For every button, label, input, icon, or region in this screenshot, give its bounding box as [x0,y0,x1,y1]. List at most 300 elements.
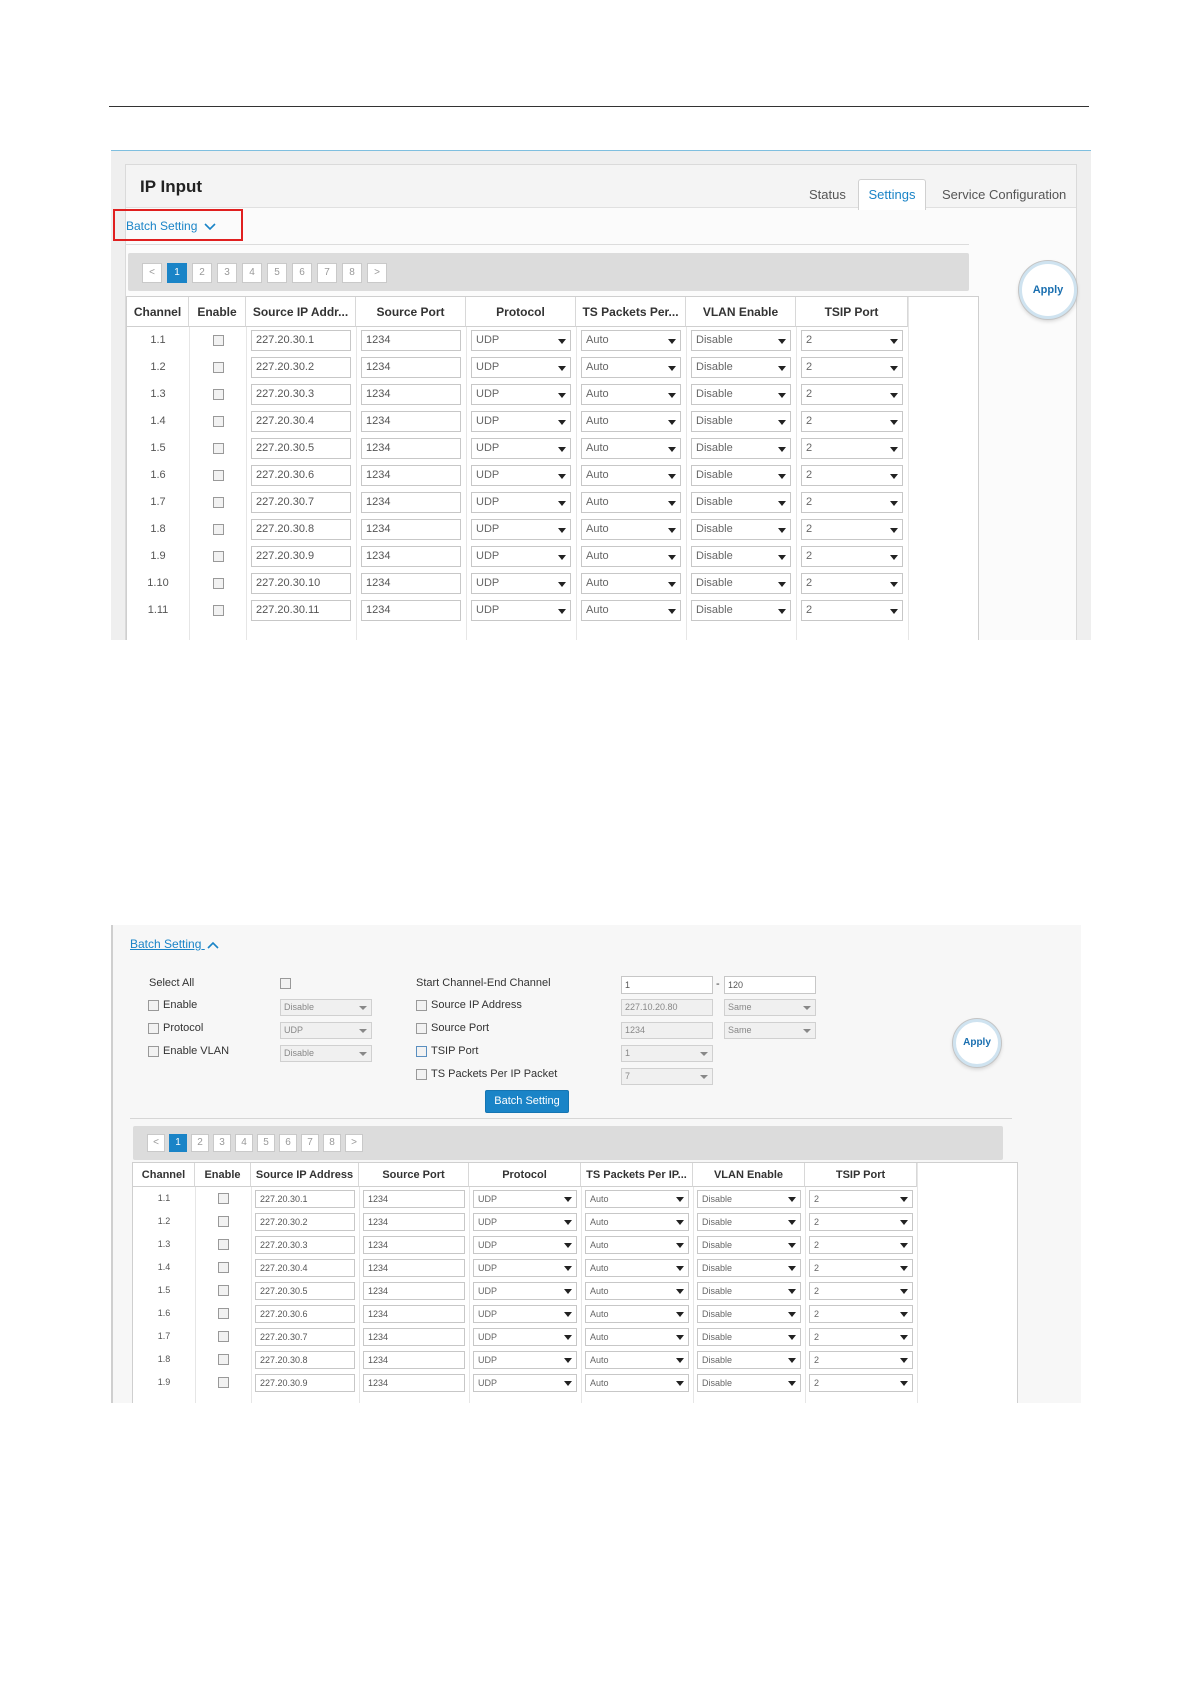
tsip-port-select[interactable] [801,492,903,513]
enable-checkbox[interactable] [218,1354,229,1365]
protocol-select[interactable] [471,465,571,486]
ts-packets-select[interactable] [581,546,681,567]
ts-packets-select[interactable] [581,330,681,351]
source-ip-checkbox[interactable] [416,1000,427,1011]
tsip-port-select[interactable] [801,573,903,594]
chevron-up-icon [207,941,219,949]
enable-checkbox[interactable] [213,443,224,454]
table-row [127,489,978,516]
protocol-select[interactable] [473,1328,577,1346]
pager-prev-button[interactable]: < [147,1134,165,1152]
ts-packets-select[interactable] [581,600,681,621]
vlan-enable-select[interactable] [697,1374,801,1392]
channel-cell: 1.6 [157,1308,171,1318]
enable-vlan-label: Enable VLAN [163,1045,230,1057]
vlan-enable-select[interactable] [697,1259,801,1277]
dropdown-arrow-icon [558,609,566,614]
tsip-port-select[interactable] [809,1305,913,1323]
channel-range-label: Start Channel-End Channel [416,977,551,989]
vlan-enable-select[interactable] [691,573,791,594]
tsip-port-select[interactable] [809,1213,913,1231]
vlan-enable-select-value: Disable [702,1378,733,1388]
ts-packets-select-value: Auto [586,469,609,481]
batch-setting-button[interactable]: Batch Setting [485,1090,569,1113]
apply-button[interactable]: Apply [1019,261,1077,319]
vlan-enable-select[interactable] [691,492,791,513]
batch-separator [130,1118,1012,1119]
enable-checkbox[interactable] [213,551,224,562]
protocol-select-value: UDP [476,550,500,562]
tsip-port-select[interactable] [809,1328,913,1346]
channel-cell: 1.11 [147,604,169,616]
source-port-input[interactable]: 1234 [363,1259,465,1277]
document-header-rule [109,106,1089,107]
protocol-select-value: UDP [476,334,500,346]
dropdown-arrow-icon [890,555,898,560]
enable-checkbox[interactable] [213,605,224,616]
vlan-enable-select[interactable] [691,600,791,621]
ts-packets-select[interactable] [581,492,681,513]
vlan-select-value: Disable [284,1048,315,1058]
ts-packets-select[interactable] [581,384,681,405]
dropdown-arrow-icon [788,1243,796,1248]
table-row [127,381,978,408]
select-all-checkbox[interactable] [280,978,291,989]
source-port-input[interactable]: 1234 [363,1351,465,1369]
tsip-port-select[interactable] [801,330,903,351]
table-row [133,1187,1017,1210]
protocol-select[interactable] [471,492,571,513]
tsip-port-select-value: 2 [814,1263,820,1273]
source-ip-input[interactable]: 227.20.30.2 [251,357,351,378]
protocol-select[interactable] [471,546,571,567]
vlan-enable-select[interactable] [691,438,791,459]
source-port-input[interactable]: 1234 [361,465,461,486]
vlan-enable-select[interactable] [691,384,791,405]
vlan-enable-select[interactable] [697,1305,801,1323]
pager-page-1[interactable]: 1 [167,263,187,283]
source-ip-input[interactable]: 227.20.30.4 [255,1259,355,1277]
protocol-select[interactable] [471,600,571,621]
tsip-port-select-value: 2 [814,1332,820,1342]
source-ip-input[interactable]: 227.20.30.4 [251,411,351,432]
ts-packets-select[interactable] [581,465,681,486]
dropdown-arrow-icon [564,1220,572,1225]
dropdown-arrow-icon [788,1197,796,1202]
tsip-port-select[interactable] [621,1045,713,1062]
source-port-input[interactable]: 1234 [363,1328,465,1346]
source-ip-input[interactable]: 227.20.30.1 [255,1190,355,1208]
column-header: TSIP Port [796,297,908,327]
ts-packets-select[interactable] [585,1259,689,1277]
vlan-enable-select[interactable] [691,465,791,486]
vlan-enable-select[interactable] [697,1190,801,1208]
dropdown-arrow-icon [668,366,676,371]
protocol-select[interactable] [473,1351,577,1369]
source-port-input[interactable]: 1234 [363,1282,465,1300]
ts-packets-select[interactable] [585,1374,689,1392]
dropdown-arrow-icon [558,393,566,398]
source-ip-mode-value: Same [728,1002,752,1012]
vlan-enable-select-value: Disable [696,415,733,427]
source-port-mode-value: Same [728,1025,752,1035]
protocol-select-value: UDP [478,1217,498,1227]
source-port-value: 1234 [625,1025,646,1035]
vlan-enable-select[interactable] [691,330,791,351]
source-ip-input[interactable]: 227.20.30.9 [255,1374,355,1392]
dropdown-arrow-icon [558,447,566,452]
dropdown-arrow-icon [890,582,898,587]
dropdown-arrow-icon [668,447,676,452]
table-row [133,1302,1017,1325]
tsip-port-select[interactable] [801,357,903,378]
enable-checkbox[interactable] [218,1308,229,1319]
enable-checkbox[interactable] [218,1377,229,1388]
enable-checkbox[interactable] [218,1239,229,1250]
ts-packets-select[interactable] [585,1351,689,1369]
ip-input-table [132,1162,1018,1403]
tsip-port-select[interactable] [801,384,903,405]
dropdown-arrow-icon [788,1335,796,1340]
enable-label: Enable [163,999,198,1011]
column-header: TS Packets Per... [576,297,686,327]
vlan-enable-select[interactable] [697,1282,801,1300]
tsip-port-select[interactable] [801,411,903,432]
protocol-select[interactable] [471,357,571,378]
pager-page-8[interactable]: 8 [323,1134,341,1152]
dropdown-arrow-icon [359,1052,367,1056]
vlan-enable-select-value: Disable [702,1332,733,1342]
source-port-mode-select[interactable] [724,1022,816,1039]
channel-cell: 1.4 [150,415,166,427]
ts-packets-select-value: Auto [586,550,609,562]
vlan-enable-select[interactable] [691,546,791,567]
pager-page-4[interactable]: 4 [242,263,262,283]
pager-prev-button[interactable]: < [142,263,162,283]
ts-packets-select[interactable] [581,573,681,594]
tsip-port-select[interactable] [801,438,903,459]
enable-select[interactable] [280,999,372,1016]
ts-packets-select[interactable] [581,357,681,378]
tab-status[interactable]: Status [809,187,846,202]
tsip-port-select[interactable] [801,546,903,567]
pager-page-7[interactable]: 7 [301,1134,319,1152]
source-port-input[interactable] [621,1022,713,1039]
source-ip-input[interactable]: 227.20.30.11 [251,600,351,621]
column-header: Source Port [359,1163,469,1187]
ts-packets-select[interactable] [581,438,681,459]
source-port-label: Source Port [431,1022,490,1034]
vlan-enable-select[interactable] [697,1213,801,1231]
vlan-enable-select-value: Disable [702,1217,733,1227]
tsip-port-select[interactable] [801,600,903,621]
channel-cell: 1.1 [157,1193,171,1203]
vlan-enable-select-value: Disable [702,1309,733,1319]
dropdown-arrow-icon [564,1266,572,1271]
protocol-select[interactable] [473,1213,577,1231]
enable-checkbox[interactable] [213,416,224,427]
vlan-enable-select-value: Disable [696,388,733,400]
dropdown-arrow-icon [676,1266,684,1271]
source-ip-input[interactable]: 227.20.30.8 [255,1351,355,1369]
batch-setting-toggle[interactable] [130,937,219,951]
batch-setting-toggle[interactable] [126,219,216,233]
tsip-port-select[interactable] [809,1282,913,1300]
protocol-select[interactable] [473,1190,577,1208]
dropdown-arrow-icon [668,420,676,425]
dropdown-arrow-icon [558,366,566,371]
column-header: VLAN Enable [693,1163,805,1187]
tsip-port-select-value: 2 [806,361,813,373]
dropdown-arrow-icon [778,339,786,344]
tsip-port-select-value: 2 [806,523,813,535]
apply-button[interactable]: Apply [953,1019,1001,1067]
pager-page-6[interactable]: 6 [292,263,312,283]
pager-page-2[interactable]: 2 [192,263,212,283]
protocol-checkbox[interactable] [148,1023,159,1034]
table-row [127,408,978,435]
dropdown-arrow-icon [359,1006,367,1010]
protocol-select-value: UDP [478,1309,498,1319]
pager-next-button[interactable]: > [345,1134,363,1152]
source-port-input[interactable]: 1234 [363,1374,465,1392]
channel-cell: 1.7 [157,1331,171,1341]
enable-checkbox[interactable] [213,389,224,400]
source-port-input[interactable]: 1234 [361,519,461,540]
channel-cell: 1.8 [150,523,166,535]
source-ip-input[interactable]: 227.20.30.1 [251,330,351,351]
tsip-port-select-value: 2 [814,1194,820,1204]
ts-packets-select-value: Auto [586,604,609,616]
dropdown-arrow-icon [900,1312,908,1317]
dropdown-arrow-icon [558,582,566,587]
column-header: VLAN Enable [686,297,796,327]
ts-packets-select-value: Auto [586,577,609,589]
vlan-enable-select[interactable] [691,411,791,432]
dropdown-arrow-icon [778,555,786,560]
vlan-enable-select-value: Disable [696,469,733,481]
source-port-input[interactable]: 1234 [361,357,461,378]
channel-cell: 1.9 [157,1377,171,1387]
enable-checkbox[interactable] [213,497,224,508]
source-ip-input[interactable]: 227.20.30.6 [251,465,351,486]
tsip-port-select[interactable] [809,1236,913,1254]
source-ip-input[interactable]: 227.20.30.7 [251,492,351,513]
dropdown-arrow-icon [700,1075,708,1079]
protocol-select-value: UDP [476,523,500,535]
source-ip-input[interactable]: 227.20.30.6 [255,1305,355,1323]
ts-packets-select[interactable] [581,519,681,540]
pager-page-1[interactable]: 1 [169,1134,187,1152]
table-row [127,327,978,354]
ts-packets-value: 7 [625,1071,631,1081]
table-row [133,1348,1017,1371]
ts-packets-select[interactable] [585,1305,689,1323]
ts-packets-select[interactable] [585,1236,689,1254]
dropdown-arrow-icon [558,339,566,344]
column-header: Protocol [466,297,576,327]
source-port-input[interactable]: 1234 [361,330,461,351]
end-channel-input[interactable]: 120 [724,976,816,994]
source-port-checkbox[interactable] [416,1023,427,1034]
source-port-input[interactable]: 1234 [361,600,461,621]
source-port-input[interactable]: 1234 [363,1236,465,1254]
dropdown-arrow-icon [890,366,898,371]
enable-checkbox[interactable] [213,335,224,346]
tsip-port-select[interactable] [809,1351,913,1369]
source-ip-input[interactable]: 227.20.30.2 [255,1213,355,1231]
dropdown-arrow-icon [900,1358,908,1363]
protocol-select-value: UDP [476,361,500,373]
tab-service-configuration[interactable]: Service Configuration [942,187,1067,202]
dropdown-arrow-icon [668,501,676,506]
source-port-input[interactable]: 1234 [363,1190,465,1208]
enable-checkbox[interactable] [218,1262,229,1273]
source-ip-input[interactable] [621,999,713,1016]
tsip-port-select-value: 2 [806,334,813,346]
pager-page-3[interactable]: 3 [217,263,237,283]
dropdown-arrow-icon [778,420,786,425]
enable-checkbox[interactable] [218,1285,229,1296]
protocol-select[interactable] [280,1022,372,1039]
tsip-port-select[interactable] [801,519,903,540]
source-ip-input[interactable]: 227.20.30.7 [255,1328,355,1346]
channel-cell: 1.5 [150,442,166,454]
protocol-select[interactable] [471,411,571,432]
pager-page-8[interactable]: 8 [342,263,362,283]
ts-packets-select[interactable] [585,1282,689,1300]
ts-packets-checkbox[interactable] [416,1069,427,1080]
enable-checkbox[interactable] [213,362,224,373]
enable-vlan-checkbox[interactable] [148,1046,159,1057]
source-port-input[interactable]: 1234 [361,492,461,513]
tsip-port-checkbox[interactable] [416,1046,427,1057]
tsip-port-select[interactable] [809,1259,913,1277]
tsip-port-select-value: 2 [814,1309,820,1319]
ts-packets-select[interactable] [621,1068,713,1085]
pager-page-3[interactable]: 3 [213,1134,231,1152]
source-port-input[interactable]: 1234 [361,411,461,432]
protocol-select[interactable] [471,519,571,540]
chevron-down-icon [204,223,216,231]
tsip-port-select[interactable] [809,1190,913,1208]
vlan-enable-select[interactable] [691,519,791,540]
channel-cell: 1.6 [150,469,166,481]
tsip-port-select[interactable] [801,465,903,486]
enable-checkbox[interactable] [218,1331,229,1342]
protocol-select-value: UDP [478,1332,498,1342]
protocol-select-value: UDP [476,604,500,616]
protocol-select[interactable] [473,1236,577,1254]
ts-packets-select[interactable] [585,1328,689,1346]
column-header: Source IP Address [251,1163,359,1187]
pager-page-7[interactable]: 7 [317,263,337,283]
protocol-select[interactable] [473,1282,577,1300]
dropdown-arrow-icon [778,474,786,479]
pager-page-6[interactable]: 6 [279,1134,297,1152]
source-port-input[interactable]: 1234 [363,1213,465,1231]
enable-checkbox[interactable] [213,578,224,589]
enable-checkbox[interactable] [213,524,224,535]
tsip-port-select[interactable] [809,1374,913,1392]
dropdown-arrow-icon [558,420,566,425]
source-ip-input[interactable]: 227.20.30.3 [251,384,351,405]
protocol-select-value: UDP [476,415,500,427]
batch-separator [126,244,969,245]
dropdown-arrow-icon [564,1335,572,1340]
dropdown-arrow-icon [668,339,676,344]
source-port-input[interactable]: 1234 [361,384,461,405]
table-row [127,516,978,543]
protocol-select[interactable] [473,1374,577,1392]
protocol-select[interactable] [471,438,571,459]
source-ip-input[interactable]: 227.20.30.5 [255,1282,355,1300]
source-port-input[interactable]: 1234 [361,438,461,459]
ts-packets-select-value: Auto [586,496,609,508]
enable-checkbox[interactable] [148,1000,159,1011]
pager-page-5[interactable]: 5 [267,263,287,283]
channel-cell: 1.2 [150,361,166,373]
pager-page-5[interactable]: 5 [257,1134,275,1152]
ip-input-settings-screenshot [111,150,1091,640]
vlan-enable-select[interactable] [697,1236,801,1254]
tsip-port-select-value: 2 [814,1286,820,1296]
pager-page-2[interactable]: 2 [191,1134,209,1152]
vlan-enable-select[interactable] [697,1328,801,1346]
pager-next-button[interactable]: > [367,263,387,283]
dropdown-arrow-icon [676,1243,684,1248]
vlan-enable-select[interactable] [691,357,791,378]
enable-checkbox[interactable] [213,470,224,481]
dropdown-arrow-icon [900,1197,908,1202]
vlan-enable-select-value: Disable [696,496,733,508]
pager-page-4[interactable]: 4 [235,1134,253,1152]
source-port-input[interactable]: 1234 [363,1305,465,1323]
vlan-enable-select[interactable] [697,1351,801,1369]
start-channel-input[interactable]: 1 [621,976,713,994]
protocol-select[interactable] [471,573,571,594]
source-port-input[interactable]: 1234 [361,546,461,567]
dropdown-arrow-icon [668,474,676,479]
source-ip-input[interactable]: 227.20.30.9 [251,546,351,567]
source-ip-mode-select[interactable] [724,999,816,1016]
source-ip-input[interactable]: 227.20.30.8 [251,519,351,540]
enable-checkbox[interactable] [218,1216,229,1227]
protocol-select[interactable] [471,384,571,405]
source-ip-input[interactable]: 227.20.30.3 [255,1236,355,1254]
ts-packets-select-value: Auto [586,415,609,427]
source-ip-input[interactable]: 227.20.30.10 [251,573,351,594]
ts-packets-select-value: Auto [586,442,609,454]
dropdown-arrow-icon [788,1266,796,1271]
tsip-port-select-value: 2 [806,469,813,481]
source-port-input[interactable]: 1234 [361,573,461,594]
ts-packets-select[interactable] [581,411,681,432]
vlan-select[interactable] [280,1045,372,1062]
tsip-port-select-value: 2 [806,496,813,508]
source-ip-input[interactable]: 227.20.30.5 [251,438,351,459]
protocol-select[interactable] [473,1305,577,1323]
protocol-select[interactable] [473,1259,577,1277]
enable-checkbox[interactable] [218,1193,229,1204]
protocol-select[interactable] [471,330,571,351]
dropdown-arrow-icon [900,1335,908,1340]
column-header: Enable [195,1163,251,1187]
tab-settings[interactable]: Settings [858,179,926,210]
ts-packets-select[interactable] [585,1190,689,1208]
ts-packets-select[interactable] [585,1213,689,1231]
ts-packets-select-value: Auto [590,1378,609,1388]
